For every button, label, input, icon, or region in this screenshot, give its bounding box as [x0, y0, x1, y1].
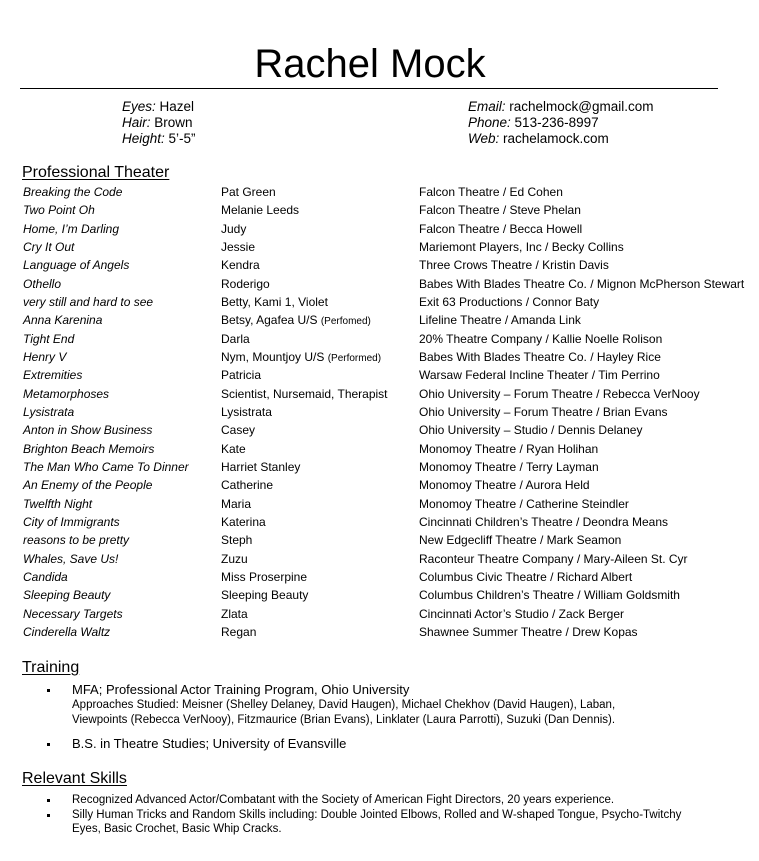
- credit-play: Candida: [23, 569, 68, 584]
- credit-role: [221, 312, 371, 330]
- credit-role-text: Jessie: [221, 239, 256, 254]
- credit-role-text: Roderigo: [221, 276, 270, 291]
- credit-role-text: Sleeping Beauty: [221, 588, 309, 603]
- credit-row: [22, 569, 759, 587]
- credit-row: [22, 459, 759, 477]
- phone-label: Phone:: [468, 115, 511, 130]
- credit-play: reasons to be pretty: [23, 533, 130, 548]
- credit-venue: Falcon Theatre / Steve Phelan: [419, 203, 581, 218]
- credit-role-text: Scientist, Nursemaid, Therapist: [221, 386, 388, 401]
- credit-play: Othello: [23, 276, 62, 291]
- resume-name: Rachel Mock: [254, 42, 486, 86]
- credit-venue: Ohio University – Studio / Dennis Delaney: [419, 423, 643, 438]
- credit-play: Home, I’m Darling: [23, 221, 120, 236]
- credit-row: [22, 532, 759, 550]
- bullet-icon: [47, 743, 50, 746]
- credit-row: [22, 386, 759, 404]
- credit-role-text: Darla: [221, 331, 250, 346]
- credit-venue: Monomoy Theatre / Aurora Held: [419, 478, 590, 493]
- credit-role: [221, 422, 255, 439]
- credit-venue: Ohio University – Forum Theatre / Brian Evans: [419, 404, 668, 419]
- credit-play: An Enemy of the People: [23, 478, 153, 493]
- credit-venue: Monomoy Theatre / Terry Layman: [419, 459, 599, 474]
- credit-play: The Man Who Came To Dinner: [23, 459, 189, 474]
- credit-venue: Columbus Civic Theatre / Richard Albert: [419, 569, 633, 584]
- credit-role: [221, 477, 273, 494]
- credit-row: [22, 239, 759, 257]
- credit-row: [22, 551, 759, 569]
- skill-item: [0, 793, 759, 808]
- credit-venue: 20% Theatre Company / Kallie Noelle Rolison: [419, 331, 663, 346]
- credit-row: [22, 477, 759, 495]
- credit-row: [22, 257, 759, 275]
- credit-role-text: Pat Green: [221, 185, 276, 199]
- credit-role: [221, 606, 248, 623]
- credit-row: [22, 404, 759, 422]
- credit-role-text: Betsy, Agafea U/S: [221, 313, 321, 328]
- credit-role-text: Catherine: [221, 478, 274, 493]
- credit-role-text: Melanie Leeds: [221, 203, 300, 218]
- credit-play: Metamorphoses: [23, 386, 110, 401]
- credit-play: Extremities: [23, 368, 83, 383]
- credit-venue: Monomoy Theatre / Ryan Holihan: [419, 441, 599, 456]
- credit-role-text: Steph: [221, 533, 253, 548]
- credit-role-note: (Performed): [327, 352, 382, 364]
- credit-venue: New Edgecliff Theatre / Mark Seamon: [419, 533, 622, 548]
- credit-venue: Mariemont Players, Inc / Becky Collins: [419, 239, 624, 254]
- credit-role: [221, 184, 276, 201]
- training-heading: Training: [22, 659, 80, 676]
- credit-row: [22, 312, 759, 330]
- training-list: [0, 682, 759, 752]
- credit-row: [22, 294, 759, 312]
- credit-role-text: Nym, Mountjoy U/S: [221, 349, 328, 364]
- credit-play: City of Immigrants: [23, 514, 120, 529]
- skill-text: Recognized Advanced Actor/Combatant with the Society of American Fight Directors, 20 years experience.: [72, 794, 615, 806]
- height-line: [122, 131, 196, 147]
- credit-role-text: Kate: [221, 441, 246, 456]
- contact-info: [468, 99, 654, 147]
- credit-role: [221, 587, 308, 604]
- phone-value: 513-236-8997: [510, 115, 599, 130]
- phone-line: [468, 115, 654, 131]
- credit-play: Cry It Out: [23, 239, 75, 254]
- credit-role-text: Patricia: [221, 368, 262, 383]
- credit-role: [221, 551, 248, 568]
- credit-role-text: Regan: [221, 624, 257, 639]
- credit-row: [22, 496, 759, 514]
- credit-play: Cinderella Waltz: [23, 624, 111, 639]
- credit-role: [221, 367, 261, 384]
- hair-label: Hair:: [122, 115, 151, 130]
- email-line: [468, 99, 654, 115]
- web-line: [468, 131, 654, 147]
- training-degree: MFA; Professional Actor Training Program, Ohio University: [72, 682, 410, 697]
- professional-theater-heading: Professional Theater: [22, 164, 170, 181]
- credit-role: [221, 331, 250, 348]
- credit-row: [22, 367, 759, 385]
- credit-role: [221, 276, 270, 293]
- credit-row: [22, 184, 759, 202]
- credit-role: [221, 294, 328, 311]
- credit-play: Sleeping Beauty: [23, 588, 111, 603]
- bullet-icon: [47, 689, 50, 692]
- relevant-skills-heading: Relevant Skills: [22, 770, 127, 787]
- skills-list: [0, 793, 759, 837]
- header-divider: [20, 88, 718, 89]
- eyes-label: Eyes:: [122, 99, 156, 114]
- credit-venue: Lifeline Theatre / Amanda Link: [419, 313, 581, 328]
- credit-role-text: Miss Proserpine: [221, 569, 308, 584]
- credit-row: [22, 331, 759, 349]
- credit-venue: Monomoy Theatre / Catherine Steindler: [419, 496, 629, 511]
- credit-venue: Cincinnati Actor’s Studio / Zack Berger: [419, 606, 624, 621]
- credit-role: [221, 257, 260, 274]
- credit-venue: Falcon Theatre / Becca Howell: [419, 221, 583, 236]
- credit-row: [22, 587, 759, 605]
- credit-role: [221, 532, 252, 549]
- credit-venue: Cincinnati Children’s Theatre / Deondra Means: [419, 514, 669, 529]
- credit-row: [22, 276, 759, 294]
- credit-role: [221, 239, 255, 256]
- eyes-value: Hazel: [155, 99, 195, 114]
- credit-role: [221, 514, 266, 531]
- credit-role: [221, 349, 381, 367]
- credit-venue: Shawnee Summer Theatre / Drew Kopas: [419, 624, 638, 639]
- credit-role-text: Katerina: [221, 514, 266, 529]
- skill-item: [0, 808, 692, 837]
- credit-role: [221, 569, 307, 586]
- training-item: [0, 682, 759, 727]
- credit-role: [221, 441, 246, 458]
- credit-row: [22, 441, 759, 459]
- hair-line: [122, 115, 196, 131]
- credit-play: Two Point Oh: [23, 203, 95, 218]
- height-value: 5’-5”: [164, 131, 196, 146]
- credit-row: [22, 221, 759, 239]
- credit-venue: Raconteur Theatre Company / Mary-Aileen St. Cyr: [419, 551, 688, 566]
- credit-play: Anna Karenina: [23, 313, 103, 328]
- credit-venue: Columbus Children’s Theatre / William Goldsmith: [419, 588, 680, 603]
- training-item: [0, 736, 759, 752]
- credit-venue: Ohio University – Forum Theatre / Rebecca VerNooy: [419, 386, 700, 401]
- credit-row: [22, 624, 759, 642]
- credit-role-text: Harriet Stanley: [221, 459, 301, 474]
- credits-table: [22, 184, 759, 642]
- email-label: Email:: [468, 99, 506, 114]
- web-label: Web:: [468, 131, 500, 146]
- bullet-icon: [47, 799, 50, 802]
- credit-venue: Babes With Blades Theatre Co. / Mignon McPherson Stewart: [419, 276, 745, 291]
- credit-row: [22, 606, 759, 624]
- height-label: Height:: [122, 131, 165, 146]
- credit-row: [22, 514, 759, 532]
- credit-play: Anton in Show Business: [23, 423, 153, 438]
- hair-value: Brown: [150, 115, 193, 130]
- credit-play: Breaking the Code: [23, 185, 123, 199]
- skill-text: Silly Human Tricks and Random Skills including: Double Jointed Elbows, Rolled and W-shaped Tongue, Psycho-Twitchy Eyes, Basic Crochet, Basic Whip Cracks.: [72, 808, 682, 835]
- credit-row: [22, 349, 759, 367]
- credit-role: [221, 386, 388, 403]
- eyes-line: [122, 99, 196, 115]
- credit-play: Twelfth Night: [23, 496, 93, 511]
- credit-role-text: Kendra: [221, 258, 260, 273]
- credit-role: [221, 624, 256, 641]
- credit-play: Language of Angels: [23, 258, 130, 273]
- credit-row: [22, 422, 759, 440]
- credit-venue: Warsaw Federal Incline Theater / Tim Perrino: [419, 368, 660, 383]
- training-degree: B.S. in Theatre Studies; University of Evansville: [72, 736, 347, 751]
- credit-venue: Three Crows Theatre / Kristin Davis: [419, 258, 609, 273]
- credit-role-text: Zlata: [221, 606, 248, 621]
- credit-role-text: Maria: [221, 496, 252, 511]
- credit-venue: Exit 63 Productions / Connor Baty: [419, 294, 600, 309]
- credit-row: [22, 202, 759, 220]
- web-value[interactable]: rachelamock.com: [499, 131, 609, 146]
- credit-play: very still and hard to see: [23, 294, 154, 309]
- credit-role-text: Judy: [221, 221, 247, 236]
- credit-role-text: Betty, Kami 1, Violet: [221, 294, 328, 309]
- credit-play: Lysistrata: [23, 404, 75, 419]
- credit-play: Tight End: [23, 331, 75, 346]
- credit-venue: Babes With Blades Theatre Co. / Hayley Rice: [419, 349, 661, 364]
- credit-venue: Falcon Theatre / Ed Cohen: [419, 185, 563, 199]
- credit-play: Henry V: [23, 349, 67, 364]
- credit-role: [221, 459, 300, 476]
- credit-play: Whales, Save Us!: [23, 551, 119, 566]
- credit-play: Necessary Targets: [23, 606, 123, 621]
- credit-role-text: Casey: [221, 423, 256, 438]
- training-approaches: Approaches Studied: Meisner (Shelley Delaney, David Haugen), Michael Chekhov (David Haugen), Laban, Viewpoints (Rebecca VerNooy), Fitzmaurice (Brian Evans), Linklater (Laura Parrotti), Suzuki (Dan Dennis).: [72, 699, 616, 726]
- physical-info: [122, 99, 196, 147]
- email-value[interactable]: rachelmock@gmail.com: [505, 99, 654, 114]
- bullet-icon: [47, 814, 50, 817]
- credit-play: Brighton Beach Memoirs: [23, 441, 155, 456]
- credit-role-text: Lysistrata: [221, 404, 272, 419]
- credit-role: [221, 221, 246, 238]
- credit-role: [221, 404, 272, 421]
- credit-role-text: Zuzu: [221, 551, 248, 566]
- credit-role: [221, 496, 251, 513]
- credit-role: [221, 202, 299, 219]
- credit-role-note: (Perfomed): [320, 316, 371, 328]
